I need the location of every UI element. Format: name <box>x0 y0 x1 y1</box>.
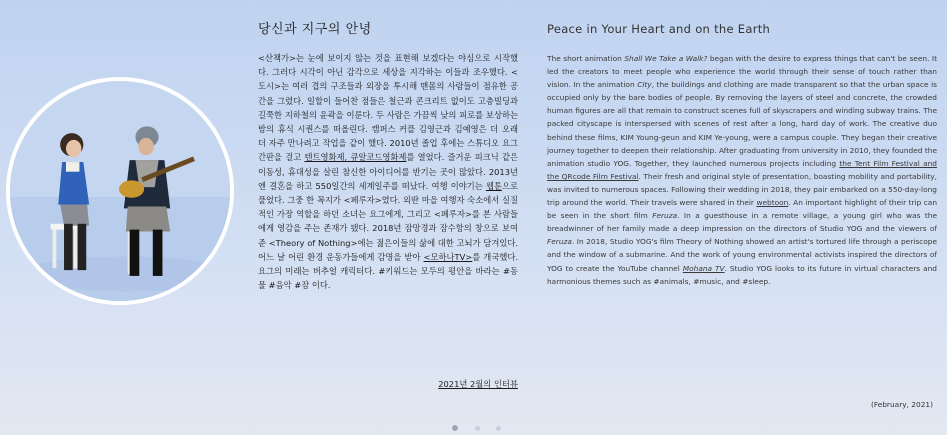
film-title: Feruza <box>547 237 572 247</box>
film-title: Feruza <box>652 211 678 221</box>
english-text: began with the desire to express things that can't be seen. It led the creators to meet people who experience the world through their sense of touch rather than vision. In the animation <box>547 54 937 90</box>
festival-link[interactable]: 텐트영화제, 큐알코드영화제 <box>304 152 407 163</box>
webtoon-link-en[interactable]: webtoon <box>756 198 789 208</box>
english-body <box>547 52 937 288</box>
carousel-dot-1[interactable] <box>451 424 459 432</box>
english-text: . Studio YOG looks to its future in virtual characters and harmonious themes such as #animals, #music, and #sleep. <box>547 263 937 286</box>
mohana-tv-link-en[interactable]: Mohana TV <box>682 263 725 273</box>
film-title: Shall We Take a Walk? <box>624 54 708 63</box>
english-title: Peace in Your Heart and on the Earth <box>547 22 771 36</box>
carousel-dot-2[interactable] <box>475 426 480 431</box>
english-text: , the buildings and clothing are made transparent so that the urban space is occupied only by the bare bodies of people. By removing the layers of steel and concrete, the crowded human figures are all that remain to construct scenes full of skyscrapers and winding subway trains. The packed cityscape is interspersed with scenes of rest after a long, hard day of work. The creative duo behind these films, KIM Young-geun and KIM Ye-young, were a campus couple. They began their creative journey together to deepen their relationship. After graduating from university in 2010, they founded the animation studio YOG. Together, they launched numerous projects including <box>547 80 938 168</box>
mohana-tv-link[interactable]: <모하나TV> <box>423 251 473 262</box>
carousel-pagination <box>451 424 501 432</box>
korean-article <box>258 18 518 389</box>
creators-illustration <box>10 81 230 301</box>
creators-photo <box>6 77 234 305</box>
korean-body-part-4: 를 개국했다. 요그의 미래는 버추얼 캐릭터다. #키워드는 모두의 평안을 바라는 #동물 #음악 #잠 이다. <box>258 251 518 291</box>
korean-body <box>258 51 518 292</box>
korean-body-part-2: 를 열었다. 즐거운 피크닉 같은 이동성, 휴대성을 살린 참신한 아이디어를 반기는 곳이 많았다. 2013년엔 결혼을 하고 550일간의 세계일주를 떠났다. 여행 이야기는 <box>258 152 518 191</box>
english-text: . Their fresh and original style of presentation, boasting mobility and portability, was invited to numerous spaces. Following their wedding in 2018, they pair embarked on a 550-day-long trip around the world. Their travels were shared in their <box>547 171 937 208</box>
korean-body-part-3: 으로 풀었다. 그중 한 꼭지가 <페루자>였다. 외딴 마을 여행자 숙소에서 실질적인 가장 역할을 하던 소녀는 요그에게, 그리고 <페루자>를 본 사람들에게 영감을 주는 존재가 됐다. 2018년 잠망경과 잠수함의 창으로 보여준 <Theory of Nothing>에는 젊은이들의 삶에 대한 고뇌가 담겨있다. 어느 날 어린 환경 운동가들에게 감명을 받아 <box>258 180 518 262</box>
english-text: . In 2018, Studio YOG's film Theory of Nothing showed an artist's tortured life through a periscope and the window of a submarine. And the work of young environmental activists inspired the directors of YOG to create the YouTube channel <box>547 237 937 273</box>
english-text: . An important highlight of their trip can be seen in the short film <box>547 198 938 221</box>
korean-title: 당신과 지구의 안녕 <box>258 22 372 37</box>
english-article <box>547 22 938 409</box>
interview-date-link[interactable]: 2021년 2월의 인터뷰 <box>438 379 518 389</box>
english-text: . In a guesthouse in a remote village, a young girl who was the breadwinner of her family made a deep impression on the directors of Studio YOG and the viewers of <box>547 211 938 234</box>
english-date: (February, 2021) <box>870 400 933 409</box>
film-title: City <box>637 80 652 90</box>
english-text: The short animation <box>547 54 625 63</box>
webtoon-link[interactable]: 웹툰 <box>485 180 502 191</box>
carousel-dot-3[interactable] <box>496 426 501 431</box>
festival-link-en[interactable]: the Tent Film Festival and the QRcode Film Festival <box>547 158 937 181</box>
korean-body-part-1: <산책가>는 눈에 보이지 않는 것을 표현해 보겠다는 야심으로 시작했다. 그러다 시각이 아닌 감각으로 세상을 지각하는 이들과 조우했다. <도시>는 여러 겹의 구조들과 외장을 투시해 맨몸의 사람들이 점유한 공간을 그렸다. 일할이 들어찬 점들은 철근과 콘크리트 없이도 고층빌딩과 길쭉한 지하철의 윤곽을 이룬다. 두 사람은 가끔씩 낮의 피로를 보상하는 밤의 휴식 시퀀스를 떠올린다. 캠퍼스 커플 김영근과 김예영은 더 오래 더 자주 만나려고 작업을 같이 했다. 2010년 졸업 후에는 스튜디오 요그 간판을 걸고 <box>258 53 518 163</box>
